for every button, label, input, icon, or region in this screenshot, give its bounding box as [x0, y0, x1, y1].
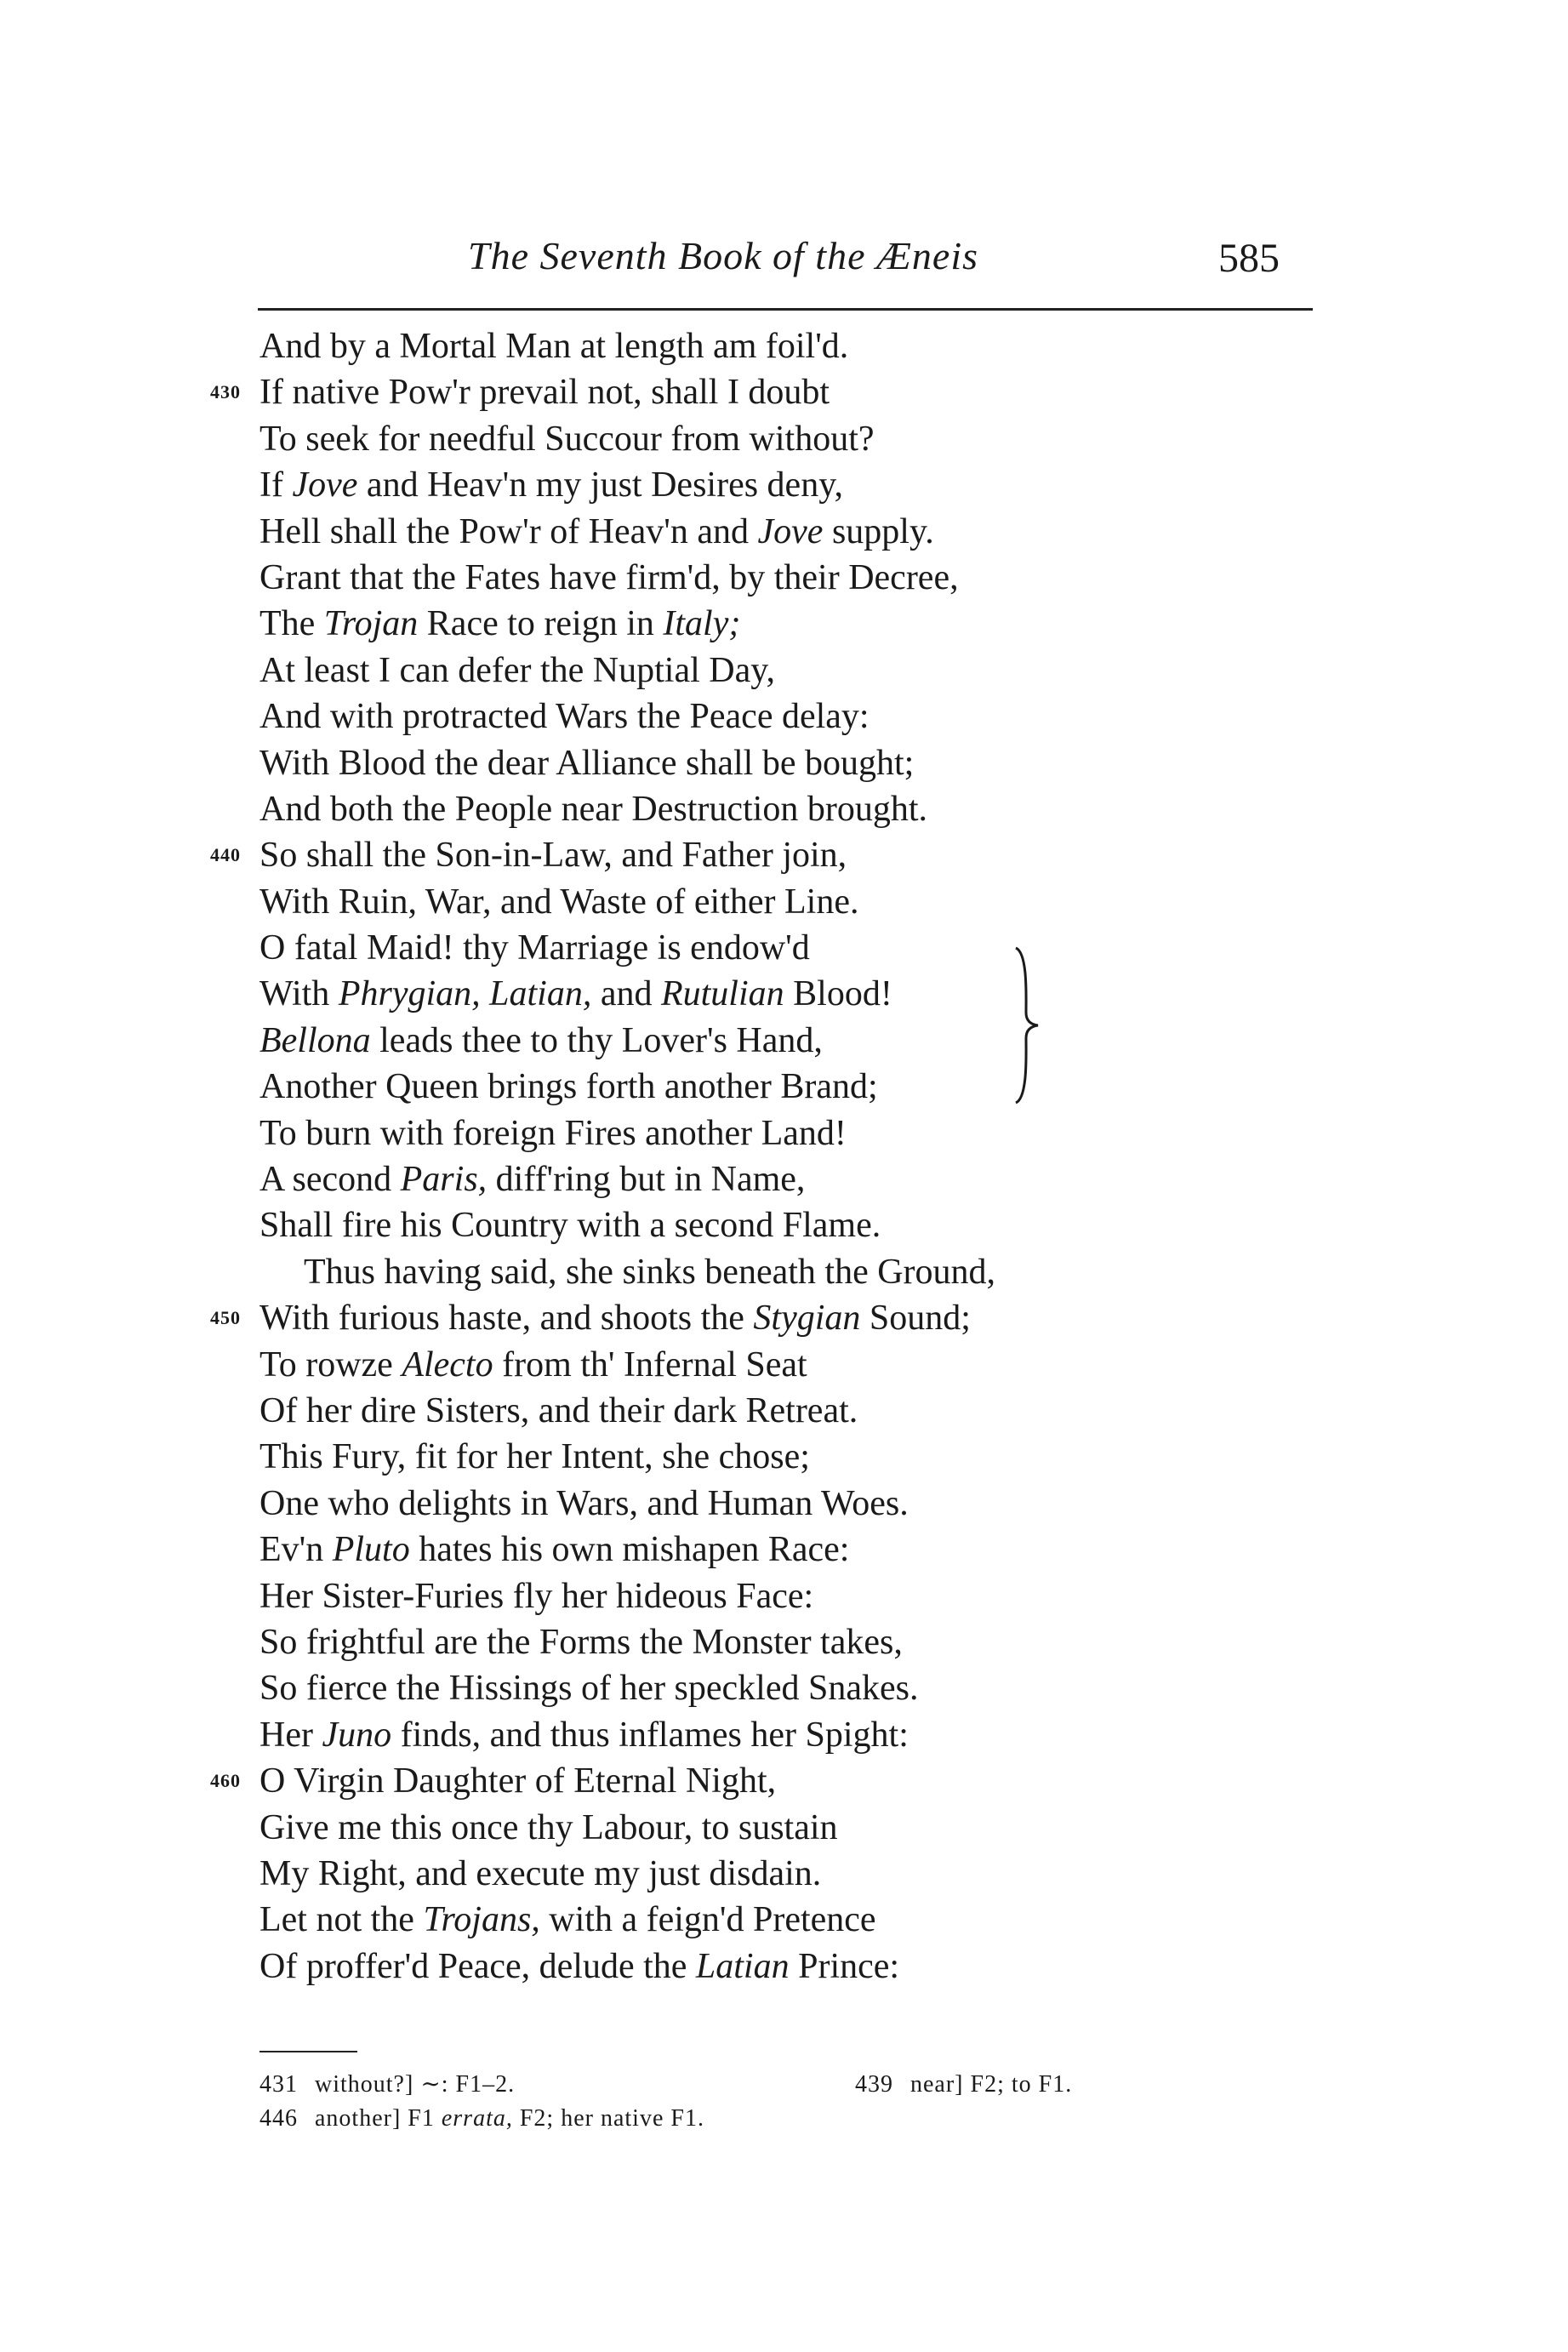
verse-line: [259, 740, 1331, 786]
verse-line: [259, 1202, 1331, 1248]
verse-text: Her Juno finds, and thus inflames her Spight:: [259, 1715, 909, 1755]
verse-text: Hell shall the Pow'r of Heav'n and Jove supply.: [259, 511, 934, 551]
verse-text: To rowze Alecto from th' Infernal Seat: [259, 1344, 807, 1384]
verse-line: [259, 509, 1331, 555]
footnote: [259, 2068, 515, 2102]
verse-line: [210, 1295, 1331, 1341]
verse-line: [210, 1758, 1331, 1804]
verse-line: [259, 879, 1331, 925]
verse-line: [259, 1805, 1331, 1851]
verse-line: [259, 1342, 1331, 1388]
footnote-number: 439: [855, 2071, 893, 2098]
line-number: 440: [210, 844, 241, 866]
verse-line: [259, 971, 1331, 1017]
verse-text: A second Paris, diff'ring but in Name,: [259, 1160, 806, 1200]
footnote: [259, 2102, 704, 2136]
verse-text: So fierce the Hissings of her speckled Snakes.: [259, 1669, 919, 1709]
verse-line: [210, 832, 1331, 878]
verse-text: Of proffer'd Peace, delude the Latian Prince:: [259, 1946, 900, 1986]
footnote-rule: [259, 2051, 357, 2052]
footnote-number: 431: [259, 2071, 298, 2098]
footnote: [855, 2068, 1072, 2102]
verse-line: [259, 1619, 1331, 1665]
verse-line: [259, 1712, 1331, 1758]
verse-text: My Right, and execute my just disdain.: [259, 1853, 822, 1893]
verse-line: [259, 1064, 1331, 1110]
verse-line: [259, 1110, 1331, 1156]
verse-text: To seek for needful Succour from without?: [259, 419, 875, 459]
verse-line: [259, 462, 1331, 508]
verse-text: So frightful are the Forms the Monster takes,: [259, 1622, 903, 1662]
verse-line: [259, 648, 1331, 694]
verse-text: The Trojan Race to reign in Italy;: [259, 604, 741, 644]
verse-text: Another Queen brings forth another Brand;: [259, 1067, 878, 1107]
footnote-text: without?] ∼: F1–2.: [315, 2071, 516, 2098]
verse-text: And with protracted Wars the Peace delay:: [259, 697, 870, 737]
verse-line: [259, 416, 1331, 462]
triplet-brace: [1012, 945, 1041, 1106]
verse-line: [259, 1481, 1331, 1527]
verse-text: One who delights in Wars, and Human Woes.: [259, 1483, 909, 1523]
verse-line: [259, 601, 1331, 647]
verse-text: If native Pow'r prevail not, shall I doubt: [259, 373, 830, 413]
line-number: 450: [210, 1307, 241, 1329]
running-title: The Seventh Book of the Æneis: [467, 234, 979, 277]
verse-text: Let not the Trojans, with a feign'd Pretence: [259, 1900, 876, 1940]
verse-text: With Blood the dear Alliance shall be bought;: [259, 743, 915, 783]
verse-text: Grant that the Fates have firm'd, by their Decree,: [259, 557, 959, 597]
verse-text: O Virgin Daughter of Eternal Night,: [259, 1761, 777, 1801]
verse-line: [210, 369, 1331, 415]
verse-text: O fatal Maid! thy Marriage is endow'd: [259, 928, 810, 968]
verse-text: And both the People near Destruction brought.: [259, 789, 927, 829]
verse-text: To burn with foreign Fires another Land!: [259, 1113, 847, 1153]
verse-line: [259, 925, 1331, 971]
verse-text: Bellona leads thee to thy Lover's Hand,: [259, 1020, 823, 1060]
verse-line: [259, 786, 1331, 832]
verse-line: [259, 1944, 1331, 1989]
verse-text: So shall the Son-in-Law, and Father join,: [259, 836, 847, 876]
verse-text: This Fury, fit for her Intent, she chose;: [259, 1437, 810, 1477]
verse-line: [259, 694, 1331, 739]
header-rule: [258, 308, 1313, 311]
verse-text: Of her dire Sisters, and their dark Retreat.: [259, 1390, 858, 1430]
verse-text: With furious haste, and shoots the Stygian Sound;: [259, 1299, 971, 1339]
line-number: 460: [210, 1770, 241, 1792]
verse-text: Her Sister-Furies fly her hideous Face:: [259, 1576, 814, 1616]
poem-text: [210, 323, 1331, 1989]
verse-text: Ev'n Pluto hates his own mishapen Race:: [259, 1530, 850, 1570]
verse-text: Give me this once thy Labour, to sustain: [259, 1807, 838, 1847]
verse-line: [259, 1573, 1331, 1619]
footnote-text: near] F2; to F1.: [910, 2071, 1073, 2098]
page-number: 585: [1218, 236, 1280, 281]
verse-text: If Jove and Heav'n my just Desires deny,: [259, 465, 843, 505]
footnote-number: 446: [259, 2105, 298, 2132]
verse-text: At least I can defer the Nuptial Day,: [259, 650, 776, 690]
verse-line: [259, 1897, 1331, 1943]
verse-line: [259, 1665, 1331, 1711]
verse-text: And by a Mortal Man at length am foil'd.: [259, 327, 849, 366]
verse-line: [259, 1851, 1331, 1897]
verse-line: [259, 323, 1331, 369]
verse-line: [259, 1156, 1331, 1202]
verse-line: [259, 1388, 1331, 1434]
verse-line: [259, 1249, 1331, 1295]
verse-text: With Phrygian, Latian, and Rutulian Blood!: [259, 974, 892, 1014]
verse-text: Thus having said, she sinks beneath the Ground,: [304, 1252, 996, 1292]
line-number: 430: [210, 381, 241, 403]
verse-text: With Ruin, War, and Waste of either Line.: [259, 882, 859, 922]
verse-line: [259, 1434, 1331, 1480]
verse-text: Shall fire his Country with a second Flame.: [259, 1206, 881, 1246]
verse-line: [259, 555, 1331, 601]
verse-line: [259, 1527, 1331, 1573]
verse-line: [259, 1018, 1331, 1064]
footnote-text: another] F1 errata, F2; her native F1.: [315, 2105, 704, 2132]
